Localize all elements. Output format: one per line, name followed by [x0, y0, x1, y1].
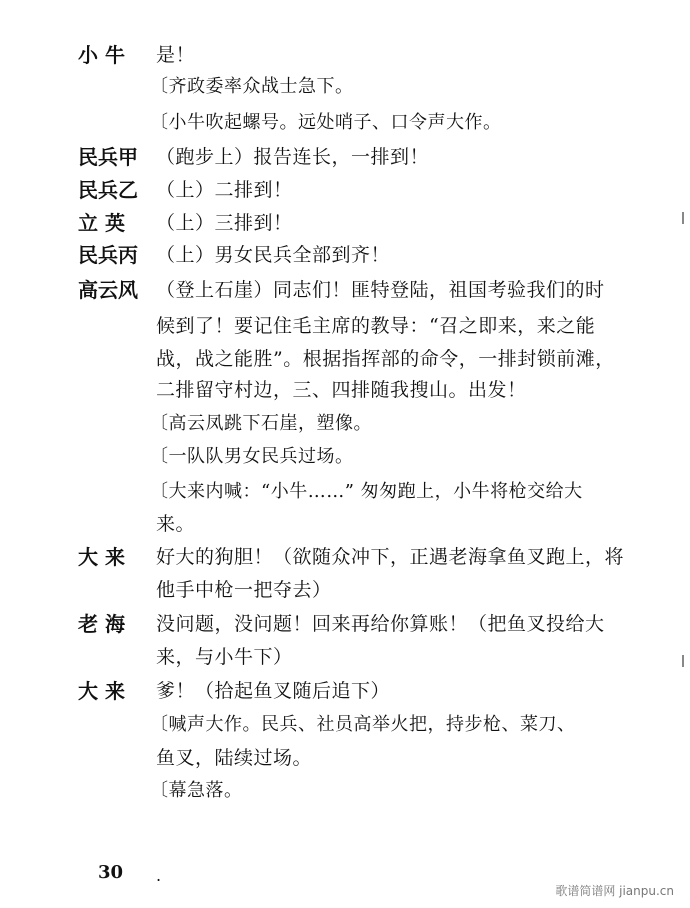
watermark: 歌谱简谱网 jianpu.cn	[555, 884, 674, 898]
scan-edge-mark	[682, 655, 684, 667]
dialogue-text: 来，与小牛下）	[156, 646, 293, 668]
dialogue-text: 爹！（拾起鱼叉随后追下）	[156, 680, 391, 702]
speaker-label: 民兵丙	[78, 243, 138, 267]
dialogue-text: 候到了！要记住毛主席的教导：“召之即来，来之能	[156, 315, 596, 337]
speaker-label: 立 英	[78, 211, 125, 235]
speaker-label: 大 来	[78, 545, 125, 569]
stage-direction: 〔高云凤跳下石崖，塑像。	[150, 413, 372, 434]
speaker-label: 小 牛	[78, 43, 125, 67]
dialogue-text: 没问题，没问题！回来再给你算账！（把鱼叉投给大	[156, 613, 605, 635]
speaker-label: 大 来	[78, 679, 125, 703]
stage-direction-continued: 鱼叉，陆续过场。	[156, 747, 313, 769]
dialogue-text: （上）男女民兵全部到齐！	[156, 244, 391, 266]
stage-direction-continued: 来。	[156, 513, 196, 535]
dialogue-text: （上）二排到！	[156, 179, 293, 201]
dialogue-text: 是！	[156, 44, 196, 66]
stage-direction: 〔喊声大作。民兵、社员高举火把，持步枪、菜刀、	[150, 714, 576, 735]
speaker-label: 高云风	[78, 278, 138, 302]
dialogue-text: （上）三排到！	[156, 212, 293, 234]
dialogue-text: 二排留守村边，三、四排随我搜山。出发！	[156, 379, 527, 401]
stage-direction: 〔小牛吹起螺号。远处哨子、口令声大作。	[150, 112, 502, 133]
page-number: 30	[98, 862, 124, 883]
dialogue-text: （登上石崖）同志们！匪特登陆，祖国考验我们的时	[156, 279, 605, 301]
dialogue-text: 好大的狗胆！（欲随众冲下，正遇老海拿鱼叉跑上，将	[156, 546, 625, 568]
speaker-label: 老 海	[78, 612, 125, 636]
dialogue-text: 战，战之能胜”。根据指挥部的命令，一排封锁前滩，	[156, 348, 615, 370]
stage-direction: 〔齐政委率众战士急下。	[150, 76, 354, 97]
dialogue-text: （跑步上）报告连长，一排到！	[156, 146, 430, 168]
page-dot: .	[156, 866, 162, 885]
scan-edge-mark	[682, 212, 684, 224]
dialogue-text: 他手中枪一把夺去）	[156, 579, 332, 601]
stage-direction: 〔大来内喊：“小牛……” 匆匆跑上，小牛将枪交给大	[150, 481, 583, 502]
speaker-label: 民兵甲	[78, 145, 138, 169]
stage-direction: 〔幕急落。	[150, 780, 243, 801]
stage-direction: 〔一队队男女民兵过场。	[150, 446, 354, 467]
speaker-label: 民兵乙	[78, 178, 138, 202]
